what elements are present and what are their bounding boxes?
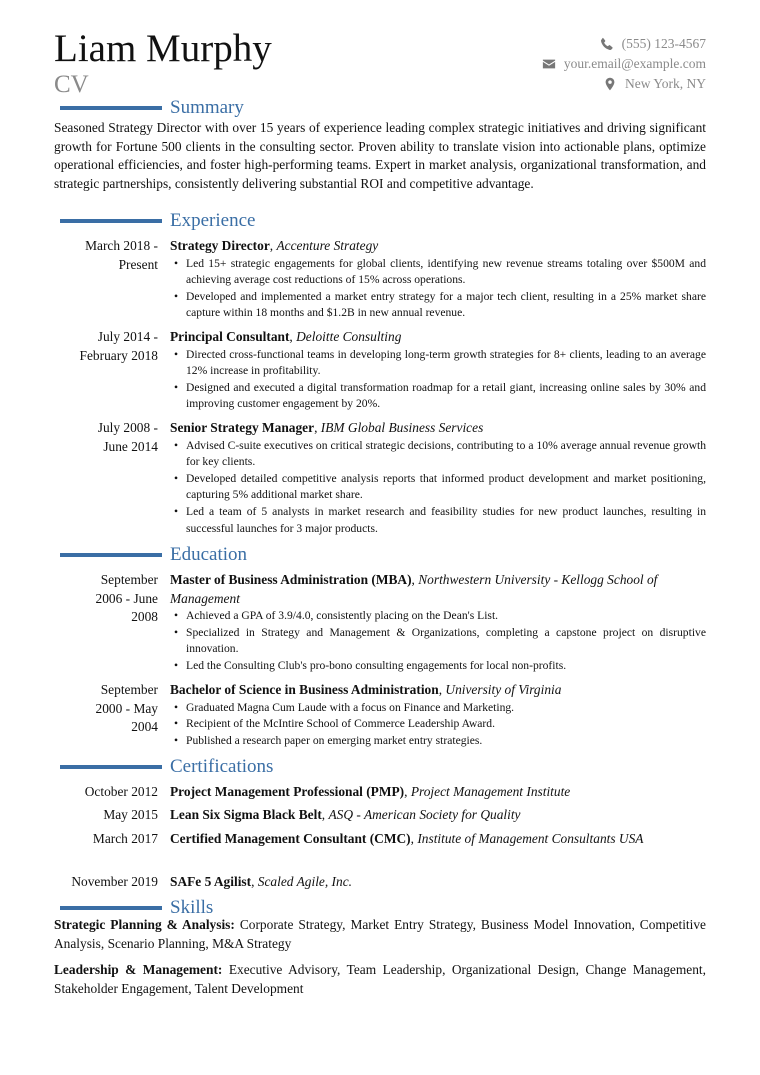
list-item: • Led 15+ strategic engagements for global clients, identifying new revenue streams totaling over $500M and achieving average cost reductions of 15% across operations. (170, 256, 706, 289)
list-item: • Developed detailed competitive analysis reports that informed product development and market positioning, capturing 5% additional market share. (170, 471, 706, 504)
skill-values: Executive Advisory, Team Leadership, Organizational Design, Change Management, Stakeholder Engagement, Talent Development (54, 962, 706, 996)
school: Northwestern University - Kellogg School of Management (170, 572, 658, 606)
map-pin-icon (603, 77, 617, 91)
certification-name: SAFe 5 Agilist (170, 874, 252, 889)
contact-email (542, 54, 706, 73)
certification-name: Certified Management Consultant (CMC) (170, 831, 411, 846)
entry-body (170, 328, 706, 413)
entry-body (170, 806, 706, 825)
list-item: • Designed and executed a digital transformation roadmap for a retail giant, increasing online sales by 30% and improving customer engagement by 20%. (170, 380, 706, 413)
list-item: • Advised C-suite executives on critical strategic decisions, contributing to a 10% average annual revenue growth for key clients. (170, 438, 706, 471)
skill-label: Leadership & Management: (54, 962, 223, 977)
bullet-list (170, 608, 706, 674)
entry-date: May 2015 (103, 807, 158, 822)
list-item: • Directed cross-functional teams in developing long-term growth strategies for 8+ clients, leading to an average 12% increase in profitability. (170, 347, 706, 380)
entry-date: March 2017 (92, 831, 158, 846)
date-line: 2008 (131, 609, 158, 625)
education-title: Education (170, 544, 248, 565)
entry-date (54, 419, 158, 456)
date-start: July 2014 - (97, 329, 158, 344)
list-item: • Recipient of the McIntire School of Commerce Leadership Award. (170, 716, 706, 733)
email-address[interactable]: your.email@example.com (563, 55, 706, 71)
school: University of Virginia (445, 682, 562, 697)
entry-date: November 2019 (71, 874, 158, 889)
experience-title: Experience (170, 210, 256, 231)
heading-rule (60, 219, 162, 223)
entry-date (54, 328, 158, 365)
certification-name: Project Management Professional (PMP) (170, 784, 405, 799)
person-name: Liam Murphy (54, 27, 272, 70)
job-title: Principal Consultant (170, 329, 290, 344)
employer: Deloitte Consulting (296, 329, 402, 344)
phone-number: (555) 123-4567 (621, 35, 706, 51)
skill-group (54, 916, 706, 953)
entry-body (170, 830, 706, 849)
job-title: Senior Strategy Manager (170, 420, 315, 435)
date-line: 2004 (131, 719, 158, 735)
bullet-list (170, 347, 706, 413)
skill-group (54, 961, 706, 998)
summary-text: Seasoned Strategy Director with over 15 years of experience leading complex strategic initiatives and driving significant growth for Fortune 500 clients in the consulting sector. Proven ability to translate vision into actionable plans, optimize operational efficiencies, and foster high-performing teams. Expert in market analysis, organizational transformation, and strategic partnerships, consistently delivering substantial ROI and competitive advantage. (54, 120, 706, 191)
list-item: • Specialized in Strategy and Management & Organizations, completing a capstone project on disruptive innovation. (170, 625, 706, 658)
date-line: September (100, 572, 158, 587)
heading-rule (60, 553, 162, 557)
contact-location (542, 74, 706, 93)
entry-body (170, 681, 706, 749)
entry-headline: Bachelor of Science in Business Administration, University of Virginia (170, 682, 562, 697)
phone-icon (600, 37, 614, 51)
date-end: Present (118, 256, 158, 272)
document-subtitle: CV (54, 71, 89, 98)
list-item: • Graduated Magna Cum Laude with a focus on Finance and Marketing. (170, 700, 706, 717)
entry-headline: Principal Consultant, Deloitte Consulting (170, 329, 402, 344)
skill-label: Strategic Planning & Analysis: (54, 917, 235, 932)
date-line: September (100, 682, 158, 697)
location-text: New York, NY (624, 75, 706, 91)
entry-body (170, 783, 706, 802)
contact-phone (542, 34, 706, 53)
degree: Bachelor of Science in Business Administration (170, 682, 439, 697)
entry-body (170, 237, 706, 322)
issuer: Institute of Management Consultants USA (417, 831, 644, 846)
heading-rule (60, 906, 162, 910)
issuer: ASQ - American Society for Quality (328, 807, 521, 822)
employer: IBM Global Business Services (320, 420, 484, 435)
envelope-icon (542, 57, 556, 71)
summary-heading (60, 97, 244, 119)
certifications-title: Certifications (170, 756, 274, 777)
skills-title: Skills (170, 897, 214, 918)
experience-heading (60, 210, 255, 232)
entry-date (54, 681, 158, 737)
bullet-list (170, 700, 706, 750)
heading-rule (60, 106, 162, 110)
employer: Accenture Strategy (276, 238, 379, 253)
date-end: February 2018 (79, 347, 158, 363)
contact-block (542, 34, 706, 94)
summary-title: Summary (170, 97, 244, 118)
certification-name: Lean Six Sigma Black Belt (170, 807, 322, 822)
entry-date (54, 237, 158, 274)
skill-values: Corporate Strategy, Market Entry Strategy, Business Model Innovation, Competitive Analysis, Scenario Planning, M&A Strategy (54, 917, 706, 951)
list-item: • Developed and implemented a market entry strategy for a major tech client, resulting in a 25% market share capture within 18 months and $1.2B in new annual revenue. (170, 289, 706, 322)
entry-body (170, 571, 706, 675)
list-item: • Achieved a GPA of 3.9/4.0, consistently placing on the Dean's List. (170, 608, 706, 625)
entry-date: October 2012 (84, 784, 158, 799)
date-line: 2000 - May (95, 700, 158, 716)
bullet-list (170, 438, 706, 538)
date-line: 2006 - June (95, 590, 158, 606)
entry-body (170, 419, 706, 537)
degree: Master of Business Administration (MBA) (170, 572, 412, 587)
entry-headline: Lean Six Sigma Black Belt, ASQ - American Society for Quality (170, 807, 521, 822)
entry-headline: Senior Strategy Manager, IBM Global Business Services (170, 420, 484, 435)
list-item: • Led the Consulting Club's pro-bono consulting engagements for local non-profits. (170, 658, 706, 675)
entry-body (170, 873, 706, 892)
bullet-list (170, 256, 706, 322)
entry-date (54, 571, 158, 627)
entry-headline: Strategy Director, Accenture Strategy (170, 238, 379, 253)
education-heading (60, 544, 247, 566)
list-item: • Led a team of 5 analysts in market research and feasibility studies for new product launches, resulting in successful launches for 3 major products. (170, 504, 706, 537)
list-item: • Published a research paper on emerging market entry strategies. (170, 733, 706, 750)
issuer: Scaled Agile, Inc. (257, 874, 352, 889)
date-start: July 2008 - (97, 420, 158, 435)
entry-headline: SAFe 5 Agilist, Scaled Agile, Inc. (170, 874, 352, 889)
date-start: March 2018 - (85, 238, 158, 253)
date-end: June 2014 (103, 438, 158, 454)
job-title: Strategy Director (170, 238, 270, 253)
heading-rule (60, 765, 162, 769)
certifications-heading (60, 756, 273, 778)
issuer: Project Management Institute (410, 784, 571, 799)
entry-headline: Master of Business Administration (MBA), Northwestern University - Kellogg School of Management (170, 572, 658, 606)
entry-headline: Project Management Professional (PMP), Project Management Institute (170, 784, 571, 799)
entry-headline: Certified Management Consultant (CMC), Institute of Management Consultants USA (170, 831, 644, 846)
